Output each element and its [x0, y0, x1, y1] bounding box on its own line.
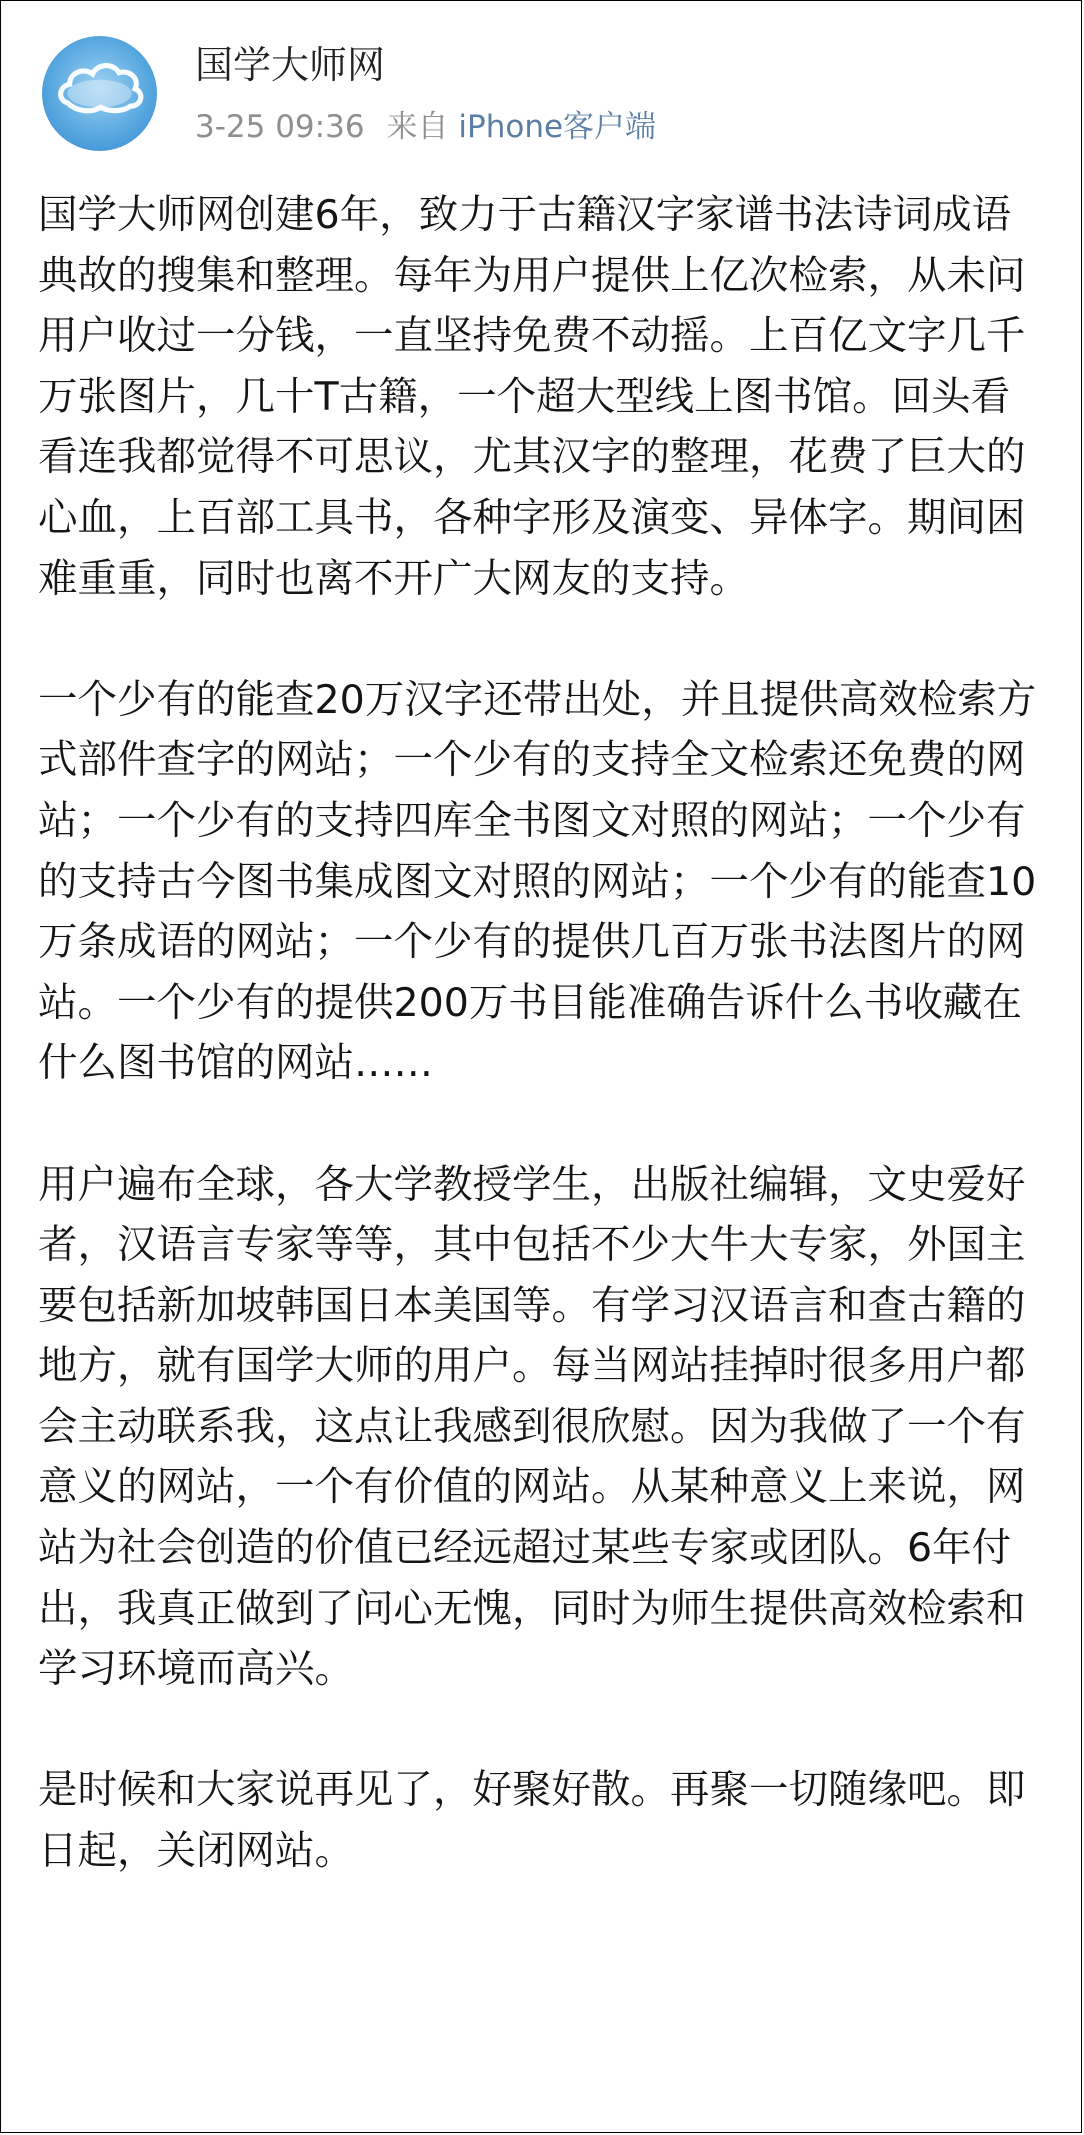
source-link[interactable]: iPhone客户端 — [458, 109, 657, 145]
username[interactable]: 国学大师网 — [195, 43, 386, 87]
via-label: 来自 — [386, 109, 449, 145]
post-meta — [195, 107, 656, 147]
post-paragraph: 用户遍布全球，各大学教授学生，出版社编辑，文史爱好者，汉语言专家等等，其中包括不少大牛大专家，外国主要包括新加坡韩国日本美国等。有学习汉语言和查古籍的地方，就有国学大师的用户。每当网站挂掉时很多用户都会主动联系我，这点让我感到很欣慰。因为我做了一个有意义的网站，一个有价值的网站。从某种意义上来说，网站为社会创造的价值已经远超过某些专家或团队。6年付出，我真正做到了问心无愧，同时为师生提供高效检索和学习环境而高兴。 — [38, 1161, 1026, 1693]
post-paragraph: 国学大师网创建6年，致力于古籍汉字家谱书法诗词成语典故的搜集和整理。每年为用户提供上亿次检索，从未问用户收过一分钱，一直坚持免费不动摇。上百亿文字几千万张图片，几十T古籍，一个超大型线上图书馆。回头看看连我都觉得不可思议，尤其汉字的整理，花费了巨大的心血，上百部工具书，各种字形及演变、异体字。期间困难重重，同时也离不开广大网友的支持。 — [38, 192, 1026, 602]
cloud-avatar-icon[interactable] — [42, 36, 157, 151]
post-paragraph: 一个少有的能查20万汉字还带出处，并且提供高效检索方式部件查字的网站；一个少有的支持全文检索还免费的网站；一个少有的支持四库全书图文对照的网站；一个少有的支持古今图书集成图文对照的网站；一个少有的能查10万条成语的网站；一个少有的提供几百万张书法图片的网站。一个少有的提供200万书目能准确告诉什么书收藏在什么图书馆的网站…… — [38, 676, 1037, 1087]
post-body — [38, 185, 1048, 1882]
post-paragraph: 是时候和大家说再见了，好聚好散。再聚一切随缘吧。即日起，关闭网站。 — [38, 1767, 1026, 1875]
post-header — [0, 0, 1084, 165]
post-time: 3-25 09:36 — [195, 109, 365, 145]
